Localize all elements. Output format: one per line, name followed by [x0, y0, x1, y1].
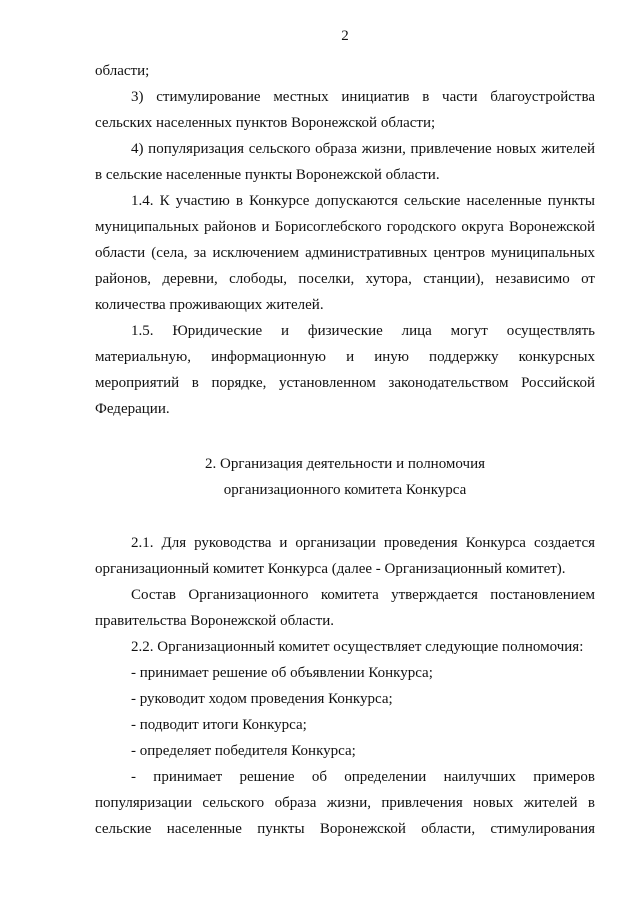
text-line: правительства Воронежской области. — [95, 613, 334, 629]
text-line: сельские населенные пункты Воронежской области, стимулирования — [95, 821, 595, 837]
text-line: муниципальных районов и Борисоглебского городского округа Воронежской — [95, 219, 595, 235]
text-line: количества проживающих жителей. — [95, 297, 324, 313]
text-line: области (села, за исключением административных центров муниципальных — [95, 245, 595, 261]
list-item: - определяет победителя Конкурса; — [131, 743, 356, 759]
text-line: 2.1. Для руководства и организации проведения Конкурса создается — [131, 535, 595, 551]
text-line: Состав Организационного комитета утверждается постановлением — [131, 587, 595, 603]
list-item: - принимает решение об объявлении Конкурса; — [131, 665, 433, 681]
text-line: Федерации. — [95, 401, 170, 417]
text-line: мероприятий в порядке, установленном законодательством Российской — [95, 375, 595, 391]
list-item: - руководит ходом проведения Конкурса; — [131, 691, 393, 707]
text-line: 1.4. К участию в Конкурсе допускаются сельские населенные пункты — [131, 193, 595, 209]
text-line: сельских населенных пунктов Воронежской области; — [95, 115, 436, 131]
page-number: 2 — [341, 28, 349, 44]
text-line: районов, деревни, слободы, поселки, хутора, станции), независимо от — [95, 271, 595, 287]
text-line: 3) стимулирование местных инициатив в части благоустройства — [131, 89, 595, 105]
text-line: 1.5. Юридические и физические лица могут осуществлять — [131, 323, 595, 339]
text-line: 4) популяризация сельского образа жизни, привлечение новых жителей — [131, 141, 595, 157]
text-line: в сельские населенные пункты Воронежской области. — [95, 167, 440, 183]
text-line: популяризации сельского образа жизни, привлечения новых жителей в — [95, 795, 595, 811]
list-item: - подводит итоги Конкурса; — [131, 717, 307, 733]
text-line: организационный комитет Конкурса (далее - Организационный комитет). — [95, 561, 566, 577]
list-item: - принимает решение об определении наилучших примеров — [131, 769, 595, 785]
text-line: материальную, информационную и иную поддержку конкурсных — [95, 349, 595, 365]
text-line: области; — [95, 63, 150, 79]
section-heading: организационного комитета Конкурса — [223, 482, 467, 498]
section-heading: 2. Организация деятельности и полномочия — [204, 456, 485, 472]
text-line: 2.2. Организационный комитет осуществляет следующие полномочия: — [131, 639, 584, 655]
